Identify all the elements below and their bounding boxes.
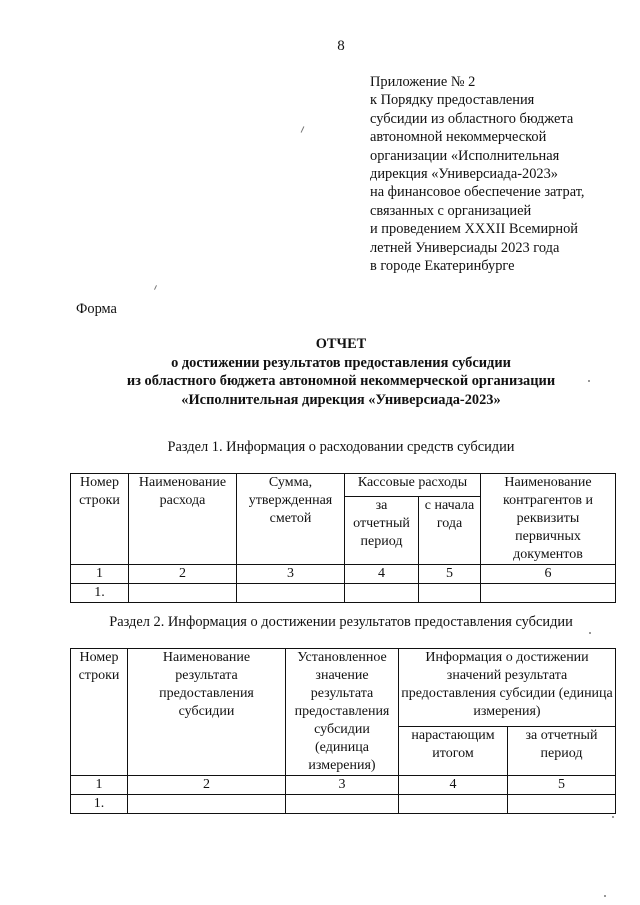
header-expense-name: Наименование расхода bbox=[129, 474, 237, 565]
empty-cell bbox=[128, 795, 286, 814]
header-approved-sum: Сумма, утвержденная сметой bbox=[237, 474, 345, 565]
report-heading: ОТЧЕТ bbox=[315, 336, 367, 352]
header-row-number: Номер строки bbox=[71, 649, 128, 776]
column-number-row bbox=[71, 776, 616, 795]
report-subtitle-line: из областного бюджета автономной некоммерческой организации bbox=[126, 373, 556, 390]
column-number: 2 bbox=[129, 565, 237, 584]
section1-table bbox=[70, 473, 616, 603]
table-header-row bbox=[71, 474, 616, 497]
appendix-line: к Порядку предоставления bbox=[370, 92, 535, 109]
page-number: 8 bbox=[337, 38, 345, 54]
header-for-period: за отчетный период bbox=[508, 727, 616, 776]
empty-cell bbox=[345, 584, 419, 603]
empty-cell bbox=[237, 584, 345, 603]
appendix-line: связанных с организацией bbox=[370, 202, 532, 219]
scan-speck bbox=[612, 816, 614, 818]
section1-title: Раздел 1. Информация о расходовании средств субсидии bbox=[167, 439, 515, 455]
column-number: 1 bbox=[71, 565, 129, 584]
column-number-row bbox=[71, 565, 616, 584]
column-number: 6 bbox=[481, 565, 616, 584]
header-cash-expenses: Кассовые расходы bbox=[345, 474, 481, 497]
column-number: 5 bbox=[508, 776, 616, 795]
empty-cell bbox=[419, 584, 481, 603]
table-row bbox=[71, 584, 616, 603]
scan-speck bbox=[589, 632, 591, 634]
section2-title: Раздел 2. Информация о достижении результатов предоставления субсидии bbox=[109, 614, 573, 630]
appendix-line: дирекция «Универсиада-2023» bbox=[370, 166, 558, 183]
section2-table bbox=[70, 648, 616, 814]
row-number-cell: 1. bbox=[71, 584, 129, 603]
scan-speck bbox=[154, 285, 157, 290]
column-number: 1 bbox=[71, 776, 128, 795]
appendix-line: на финансовое обеспечение затрат, bbox=[370, 184, 585, 201]
column-number: 4 bbox=[399, 776, 508, 795]
form-label: Форма bbox=[76, 301, 117, 317]
header-for-period: за отчетный период bbox=[345, 497, 419, 565]
scan-speck bbox=[588, 380, 590, 382]
empty-cell bbox=[399, 795, 508, 814]
empty-cell bbox=[286, 795, 399, 814]
row-number-cell: 1. bbox=[71, 795, 128, 814]
empty-cell bbox=[508, 795, 616, 814]
column-number: 2 bbox=[128, 776, 286, 795]
column-number: 5 bbox=[419, 565, 481, 584]
appendix-line: автономной некоммерческой bbox=[370, 129, 547, 146]
column-number: 3 bbox=[237, 565, 345, 584]
report-title bbox=[0, 335, 640, 409]
table-header-row bbox=[71, 649, 616, 727]
table-row bbox=[71, 795, 616, 814]
header-achievement-info: Информация о достижении значений результата предоставления субсидии (единица измерения) bbox=[399, 649, 616, 727]
appendix-line: субсидии из областного бюджета bbox=[370, 110, 574, 127]
report-subtitle-line: «Исполнительная дирекция «Универсиада-2023» bbox=[181, 391, 501, 408]
column-number: 4 bbox=[345, 565, 419, 584]
header-result-name: Наименование результата предоставления субсидии bbox=[128, 649, 286, 776]
report-subtitle-line: о достижении результатов предоставления субсидии bbox=[171, 354, 511, 371]
empty-cell bbox=[129, 584, 237, 603]
appendix-block bbox=[370, 73, 640, 275]
empty-cell bbox=[481, 584, 616, 603]
appendix-line: организации «Исполнительная bbox=[370, 147, 560, 164]
appendix-line: и проведением XXXII Всемирной bbox=[370, 221, 579, 238]
scan-speck bbox=[301, 126, 305, 133]
header-from-year-start: с начала года bbox=[419, 497, 481, 565]
header-row-number: Номер строки bbox=[71, 474, 129, 565]
column-number: 3 bbox=[286, 776, 399, 795]
header-set-value: Установленное значение результата предоставления субсидии (единица измерения) bbox=[286, 649, 399, 776]
scan-speck bbox=[604, 895, 606, 897]
appendix-line: в городе Екатеринбурге bbox=[370, 258, 515, 275]
header-contractors: Наименование контрагентов и реквизиты первичных документов bbox=[481, 474, 616, 565]
appendix-line: летней Универсиады 2023 года bbox=[370, 239, 560, 256]
appendix-line: Приложение № 2 bbox=[370, 74, 476, 90]
header-cumulative: нарастающим итогом bbox=[399, 727, 508, 776]
